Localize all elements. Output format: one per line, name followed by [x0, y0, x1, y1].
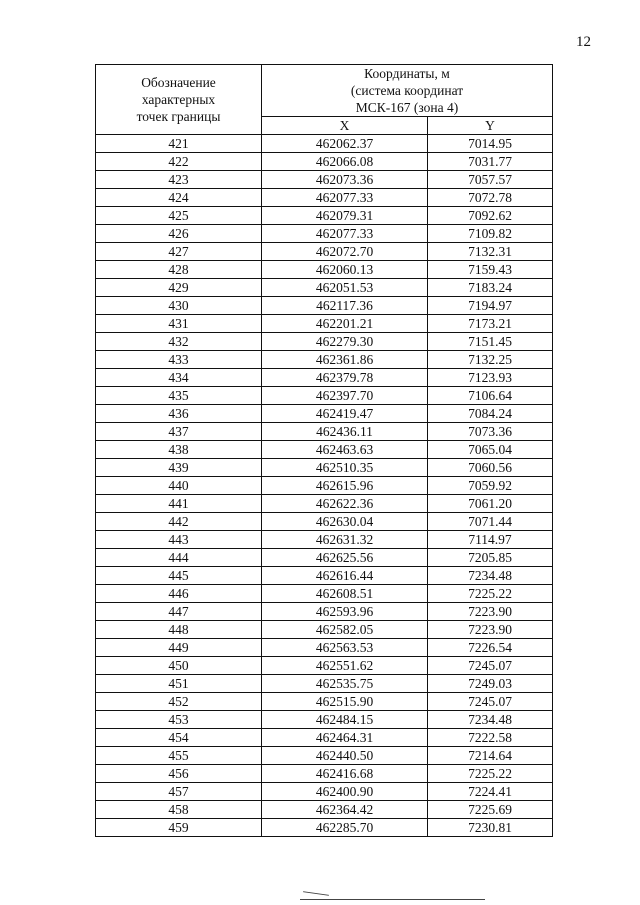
table-row — [96, 585, 553, 603]
cell-y: 7109.82 — [428, 225, 553, 243]
cell-point: 444 — [96, 549, 262, 567]
cell-point: 451 — [96, 675, 262, 693]
cell-point: 446 — [96, 585, 262, 603]
table-row — [96, 243, 553, 261]
coordinates-table — [95, 64, 553, 837]
table-row — [96, 423, 553, 441]
cell-x: 462066.08 — [262, 153, 428, 171]
cell-x: 462440.50 — [262, 747, 428, 765]
cell-y: 7084.24 — [428, 405, 553, 423]
cell-point: 439 — [96, 459, 262, 477]
table-row — [96, 279, 553, 297]
cell-y: 7230.81 — [428, 819, 553, 837]
cell-y: 7065.04 — [428, 441, 553, 459]
table-row — [96, 819, 553, 837]
table-row — [96, 441, 553, 459]
table-row — [96, 171, 553, 189]
footer-signature-line — [300, 899, 485, 900]
header-point-line: Обозначение — [141, 75, 216, 90]
cell-x: 462463.63 — [262, 441, 428, 459]
table-row — [96, 153, 553, 171]
cell-point: 421 — [96, 135, 262, 153]
cell-point: 447 — [96, 603, 262, 621]
cell-point: 455 — [96, 747, 262, 765]
header-y: Y — [428, 117, 553, 135]
table-row — [96, 207, 553, 225]
cell-x: 462361.86 — [262, 351, 428, 369]
cell-x: 462616.44 — [262, 567, 428, 585]
cell-y: 7234.48 — [428, 711, 553, 729]
cell-point: 437 — [96, 423, 262, 441]
table-row — [96, 801, 553, 819]
footer-signature-mark — [303, 891, 329, 896]
cell-point: 459 — [96, 819, 262, 837]
cell-x: 462622.36 — [262, 495, 428, 513]
cell-point: 429 — [96, 279, 262, 297]
cell-y: 7061.20 — [428, 495, 553, 513]
cell-y: 7194.97 — [428, 297, 553, 315]
table-row — [96, 459, 553, 477]
cell-point: 424 — [96, 189, 262, 207]
cell-point: 438 — [96, 441, 262, 459]
header-coordinates — [262, 65, 553, 117]
table-row — [96, 225, 553, 243]
table-row — [96, 639, 553, 657]
cell-y: 7031.77 — [428, 153, 553, 171]
cell-point: 448 — [96, 621, 262, 639]
cell-y: 7173.21 — [428, 315, 553, 333]
page-number: 12 — [576, 34, 591, 50]
cell-y: 7183.24 — [428, 279, 553, 297]
cell-point: 426 — [96, 225, 262, 243]
header-point-line: характерных — [141, 92, 216, 107]
cell-x: 462510.35 — [262, 459, 428, 477]
table-row — [96, 405, 553, 423]
cell-x: 462079.31 — [262, 207, 428, 225]
table-row — [96, 765, 553, 783]
cell-y: 7224.41 — [428, 783, 553, 801]
cell-y: 7057.57 — [428, 171, 553, 189]
cell-y: 7060.56 — [428, 459, 553, 477]
cell-x: 462436.11 — [262, 423, 428, 441]
cell-x: 462593.96 — [262, 603, 428, 621]
table-row — [96, 477, 553, 495]
cell-x: 462484.15 — [262, 711, 428, 729]
table-row — [96, 711, 553, 729]
cell-y: 7249.03 — [428, 675, 553, 693]
cell-x: 462625.56 — [262, 549, 428, 567]
cell-x: 462117.36 — [262, 297, 428, 315]
cell-y: 7222.58 — [428, 729, 553, 747]
cell-x: 462419.47 — [262, 405, 428, 423]
header-point-line: точек границы — [136, 109, 221, 124]
cell-x: 462051.53 — [262, 279, 428, 297]
table-row — [96, 495, 553, 513]
table-row — [96, 261, 553, 279]
cell-point: 427 — [96, 243, 262, 261]
cell-x: 462551.62 — [262, 657, 428, 675]
cell-y: 7092.62 — [428, 207, 553, 225]
cell-y: 7106.64 — [428, 387, 553, 405]
cell-point: 457 — [96, 783, 262, 801]
cell-point: 450 — [96, 657, 262, 675]
table-row — [96, 549, 553, 567]
cell-point: 431 — [96, 315, 262, 333]
cell-y: 7223.90 — [428, 603, 553, 621]
cell-x: 462464.31 — [262, 729, 428, 747]
cell-y: 7073.36 — [428, 423, 553, 441]
cell-point: 445 — [96, 567, 262, 585]
cell-point: 441 — [96, 495, 262, 513]
cell-y: 7132.31 — [428, 243, 553, 261]
cell-x: 462379.78 — [262, 369, 428, 387]
cell-y: 7225.22 — [428, 585, 553, 603]
cell-point: 430 — [96, 297, 262, 315]
cell-point: 453 — [96, 711, 262, 729]
cell-point: 458 — [96, 801, 262, 819]
cell-x: 462279.30 — [262, 333, 428, 351]
cell-x: 462608.51 — [262, 585, 428, 603]
cell-y: 7214.64 — [428, 747, 553, 765]
table-row — [96, 315, 553, 333]
cell-point: 456 — [96, 765, 262, 783]
cell-y: 7014.95 — [428, 135, 553, 153]
table-row — [96, 135, 553, 153]
header-x: X — [262, 117, 428, 135]
cell-y: 7245.07 — [428, 693, 553, 711]
cell-point: 454 — [96, 729, 262, 747]
cell-x: 462073.36 — [262, 171, 428, 189]
cell-point: 452 — [96, 693, 262, 711]
cell-point: 434 — [96, 369, 262, 387]
cell-x: 462077.33 — [262, 189, 428, 207]
cell-x: 462615.96 — [262, 477, 428, 495]
cell-y: 7234.48 — [428, 567, 553, 585]
table-row — [96, 729, 553, 747]
table-row — [96, 621, 553, 639]
table-row — [96, 603, 553, 621]
cell-point: 442 — [96, 513, 262, 531]
table-body — [96, 135, 553, 837]
cell-y: 7123.93 — [428, 369, 553, 387]
table-row — [96, 747, 553, 765]
header-point-designation — [96, 65, 262, 135]
cell-y: 7072.78 — [428, 189, 553, 207]
cell-point: 432 — [96, 333, 262, 351]
cell-x: 462416.68 — [262, 765, 428, 783]
table-row — [96, 567, 553, 585]
cell-point: 425 — [96, 207, 262, 225]
cell-x: 462060.13 — [262, 261, 428, 279]
cell-y: 7159.43 — [428, 261, 553, 279]
cell-x: 462400.90 — [262, 783, 428, 801]
header-coords-line: (система координат — [350, 83, 464, 98]
header-coords-line: Координаты, м — [364, 66, 450, 81]
table-row — [96, 693, 553, 711]
cell-x: 462582.05 — [262, 621, 428, 639]
cell-x: 462535.75 — [262, 675, 428, 693]
table-row — [96, 783, 553, 801]
cell-x: 462072.70 — [262, 243, 428, 261]
cell-x: 462397.70 — [262, 387, 428, 405]
table-row — [96, 333, 553, 351]
cell-x: 462062.37 — [262, 135, 428, 153]
cell-x: 462631.32 — [262, 531, 428, 549]
table-header-row — [96, 65, 553, 117]
cell-x: 462201.21 — [262, 315, 428, 333]
table-row — [96, 189, 553, 207]
cell-point: 449 — [96, 639, 262, 657]
table-row — [96, 297, 553, 315]
cell-y: 7151.45 — [428, 333, 553, 351]
cell-x: 462077.33 — [262, 225, 428, 243]
table-row — [96, 369, 553, 387]
table-row — [96, 513, 553, 531]
table-row — [96, 387, 553, 405]
cell-y: 7225.22 — [428, 765, 553, 783]
table-row — [96, 531, 553, 549]
cell-x: 462364.42 — [262, 801, 428, 819]
cell-point: 428 — [96, 261, 262, 279]
cell-y: 7071.44 — [428, 513, 553, 531]
cell-point: 435 — [96, 387, 262, 405]
cell-point: 436 — [96, 405, 262, 423]
cell-x: 462630.04 — [262, 513, 428, 531]
cell-y: 7245.07 — [428, 657, 553, 675]
table-row — [96, 657, 553, 675]
cell-y: 7114.97 — [428, 531, 553, 549]
cell-y: 7205.85 — [428, 549, 553, 567]
cell-point: 440 — [96, 477, 262, 495]
cell-y: 7226.54 — [428, 639, 553, 657]
cell-point: 423 — [96, 171, 262, 189]
table-row — [96, 351, 553, 369]
cell-point: 443 — [96, 531, 262, 549]
table-row — [96, 675, 553, 693]
cell-point: 422 — [96, 153, 262, 171]
cell-y: 7223.90 — [428, 621, 553, 639]
cell-x: 462285.70 — [262, 819, 428, 837]
cell-x: 462563.53 — [262, 639, 428, 657]
cell-y: 7059.92 — [428, 477, 553, 495]
cell-y: 7225.69 — [428, 801, 553, 819]
cell-x: 462515.90 — [262, 693, 428, 711]
cell-y: 7132.25 — [428, 351, 553, 369]
header-coords-line: МСК-167 (зона 4) — [355, 100, 459, 115]
cell-point: 433 — [96, 351, 262, 369]
